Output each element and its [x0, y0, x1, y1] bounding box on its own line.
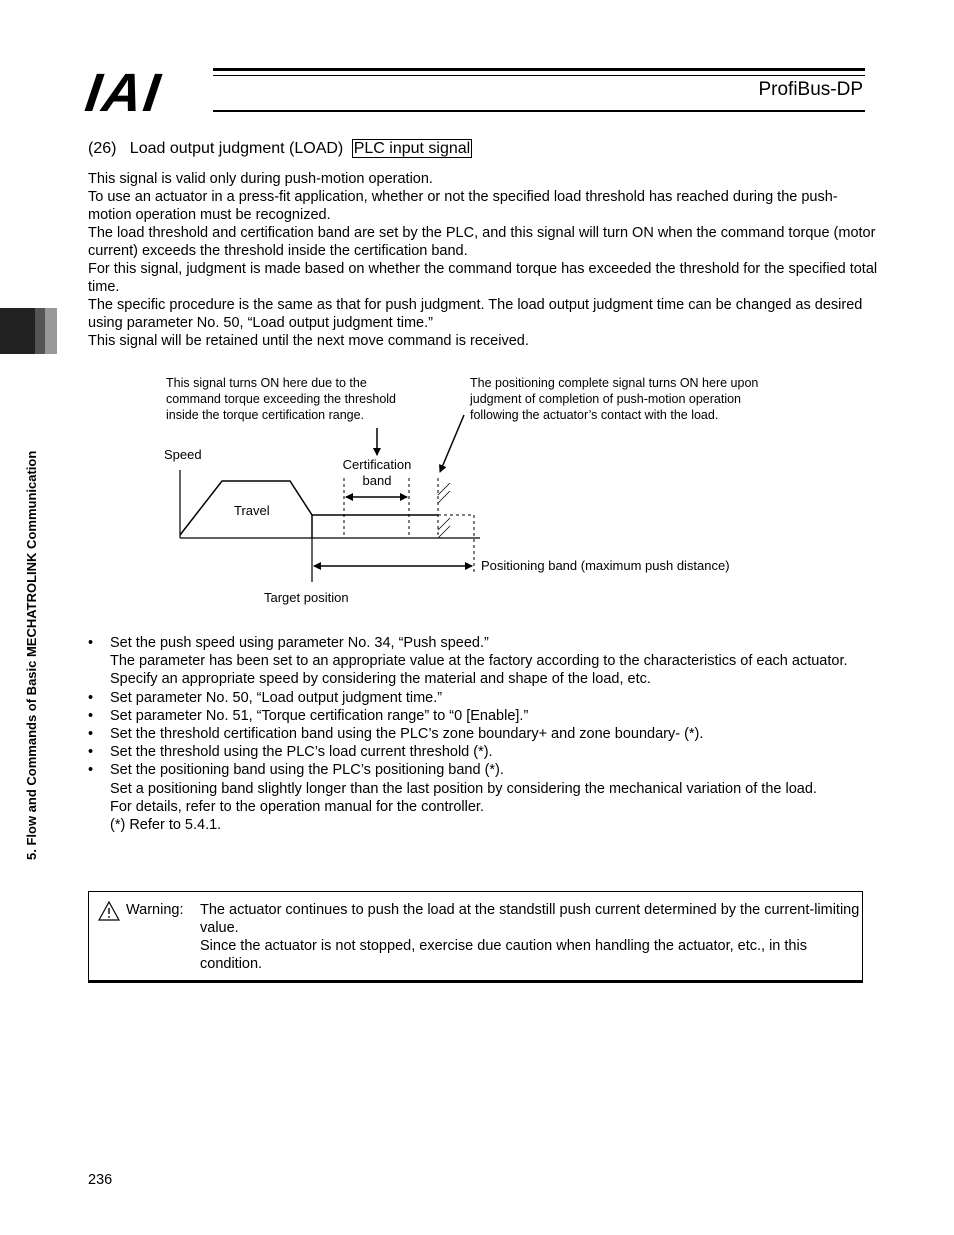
cert-band-label: band: [362, 473, 392, 488]
chapter-label: 5. Flow and Commands of Basic MECHATROLINK Communication: [24, 450, 39, 860]
warning-label: Warning:: [126, 902, 184, 918]
list-item-text: Set parameter No. 51, “Torque certification range” to “0 [Enable].”: [110, 707, 529, 724]
list-item: [88, 761, 878, 834]
chapter-tab-block: [45, 308, 57, 354]
intro-paragraph: The load threshold and certification band are set by the PLC, and this signal will turn ON when the command torque (motor current) exceeds the threshold inside the certification band.: [88, 225, 876, 259]
list-item-text: Set the positioning band using the PLC’s positioning band (*).: [110, 762, 504, 779]
list-item: [88, 725, 878, 743]
note-right-line: The positioning complete signal turns ON here upon: [470, 376, 759, 390]
chapter-tab-block: [0, 308, 35, 354]
speed-axis-label: Speed: [164, 447, 202, 462]
chapter-tab-block: [35, 308, 45, 354]
positioning-complete-arrow: [440, 415, 464, 472]
intro-paragraph: To use an actuator in a press-fit application, whether or not the specified load threshold has reached during the push-motion operation must be recognized.: [88, 189, 838, 223]
header-rule-bottom: [213, 110, 865, 112]
intro-paragraph: The specific procedure is the same as that for push judgment. The load output judgment time can be changed as desired using parameter No. 50, “Load output judgment time.”: [88, 297, 863, 331]
header-rule-thick: [213, 68, 865, 71]
warning-paragraph: Since the actuator is not stopped, exercise due caution when handling the actuator, etc., in this condition.: [200, 938, 807, 972]
bullet-icon: •: [88, 744, 94, 761]
bullet-icon: •: [88, 707, 94, 724]
section-number: (26): [88, 140, 117, 157]
intro-paragraph: For this signal, judgment is made based on whether the command torque has exceeded the threshold for the specified total time.: [88, 261, 878, 295]
list-item-text: Set parameter No. 50, “Load output judgment time.”: [110, 689, 443, 706]
list-item: [88, 707, 878, 725]
bullet-icon: •: [88, 635, 94, 651]
list-item-text: The parameter has been set to an appropriate value at the factory according to the characteristics of each actuator.: [110, 653, 848, 670]
list-item-text: Set the push speed using parameter No. 34, “Push speed.”: [110, 635, 489, 651]
warning-triangle-icon: [98, 901, 120, 921]
note-left-line: This signal turns ON here due to the: [166, 376, 367, 390]
cert-band-label: Certification: [342, 457, 412, 472]
settings-list: [88, 634, 878, 834]
travel-label: Travel: [234, 503, 270, 518]
signal-type-tag: PLC input signal: [353, 140, 471, 157]
list-item-text: Specify an appropriate speed by considering the material and shape of the load, etc.: [110, 671, 651, 688]
header-rule-thin: [213, 75, 865, 76]
bullet-icon: •: [88, 689, 94, 706]
intro-paragraph: This signal will be retained until the next move command is received.: [88, 333, 529, 349]
intro-text: [88, 170, 878, 350]
list-item: [88, 743, 878, 761]
intro-paragraph: This signal is valid only during push-motion operation.: [88, 171, 433, 187]
push-motion-diagram: [0, 360, 954, 620]
list-item-text: Set the threshold certification band using the PLC’s zone boundary+ and zone boundary- (*).: [110, 726, 704, 743]
warning-paragraph: The actuator continues to push the load at the standstill push current determined by the current-limiting value.: [200, 902, 860, 936]
positioning-band-label: Positioning band (maximum push distance): [481, 558, 730, 573]
section-title: Load output judgment (LOAD): [129, 140, 344, 157]
page-number: 236: [88, 1172, 113, 1188]
note-left-line: command torque exceeding the threshold: [166, 392, 397, 406]
section-heading: [88, 139, 472, 159]
warning-box: [88, 891, 863, 981]
list-item-text: Set a positioning band slightly longer than the last position by considering the mechanical variation of the load.: [110, 780, 817, 797]
list-item: [88, 634, 878, 689]
iai-logo: IAI: [81, 63, 166, 123]
list-item-text: For details, refer to the operation manual for the controller.: [110, 798, 484, 815]
list-item-text: Set the threshold using the PLC’s load current threshold (*).: [110, 744, 493, 761]
target-position-label: Target position: [264, 590, 349, 605]
warning-text: [200, 901, 860, 973]
list-item: [88, 689, 878, 707]
note-right-line: following the actuator’s contact with the load.: [470, 408, 719, 422]
product-name: ProfiBus-DP: [758, 79, 863, 100]
bullet-icon: •: [88, 726, 94, 743]
note-right-line: judgment of completion of push-motion operation: [470, 392, 741, 406]
list-item-text: (*) Refer to 5.4.1.: [110, 817, 222, 834]
bullet-icon: •: [88, 762, 94, 779]
note-left-line: inside the torque certification range.: [166, 408, 365, 422]
